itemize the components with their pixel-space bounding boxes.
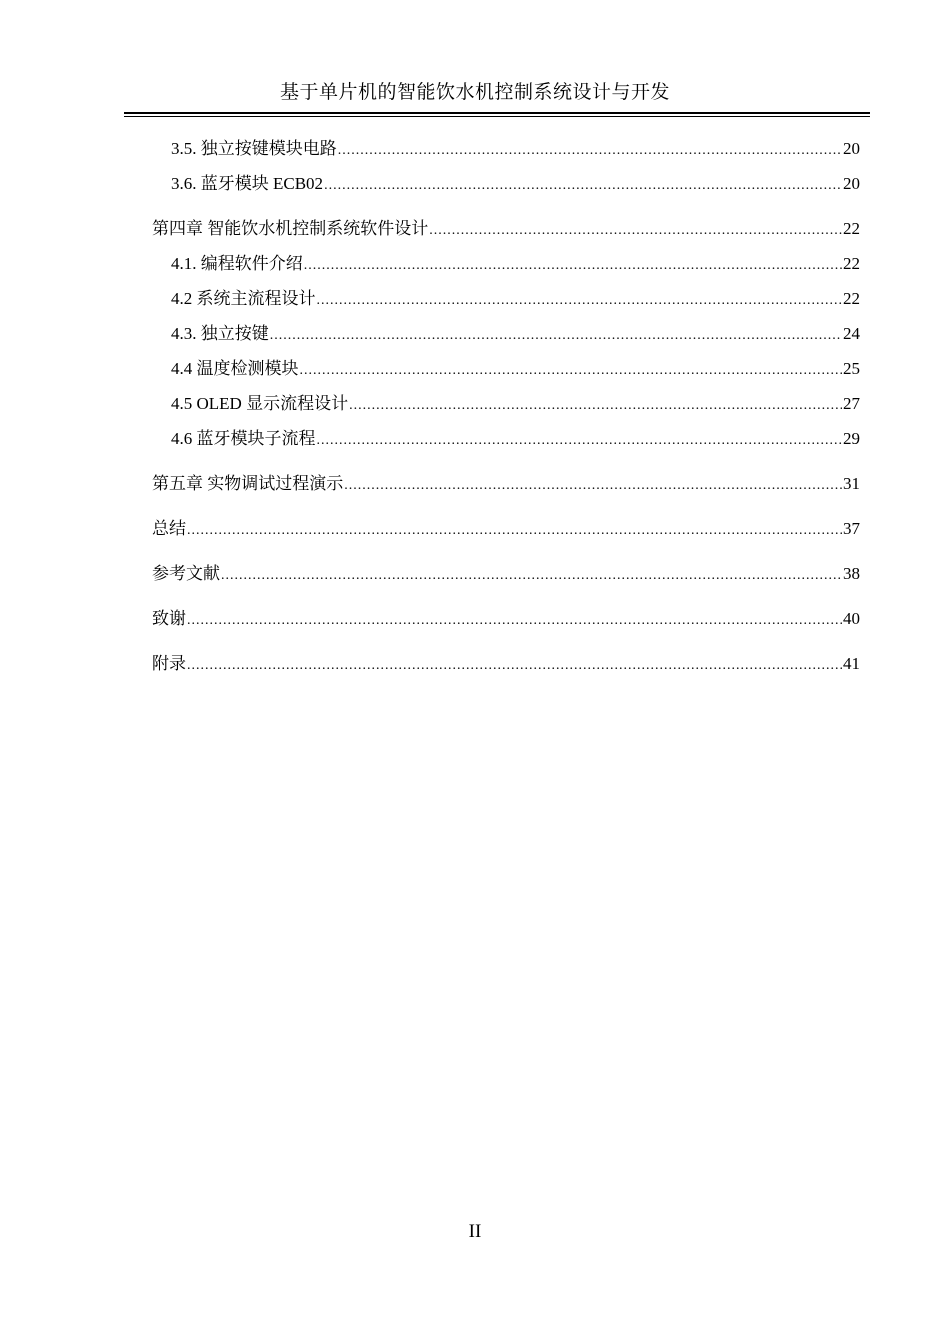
toc-entry-3-5[interactable] <box>152 138 860 173</box>
toc-entry-page: 20 <box>843 139 860 158</box>
toc-entry-title: 4.1. 编程软件介绍 <box>171 254 303 273</box>
toc-entry-page: 40 <box>843 609 860 628</box>
toc-entry-4-2[interactable] <box>152 288 860 323</box>
toc-entry-chapter-5[interactable] <box>152 473 860 508</box>
toc-dot-leader <box>349 395 842 417</box>
toc-dot-leader <box>300 360 843 382</box>
toc-entry-page: 24 <box>843 324 860 343</box>
toc-entry-page: 38 <box>843 564 860 583</box>
toc-dot-leader <box>344 475 842 497</box>
toc-entry-title: 总结 <box>152 519 186 538</box>
toc-entry-title: 4.5 OLED 显示流程设计 <box>171 394 349 413</box>
toc-entry-title: 附录 <box>152 654 186 673</box>
toc-entry-references[interactable] <box>152 563 860 598</box>
toc-entry-4-6[interactable] <box>152 428 860 463</box>
toc-entry-page: 20 <box>843 174 860 193</box>
toc-entry-page: 29 <box>843 429 860 448</box>
toc-dot-leader <box>304 255 842 277</box>
toc-dot-leader <box>317 430 843 452</box>
table-of-contents <box>152 138 860 688</box>
toc-entry-title: 4.2 系统主流程设计 <box>171 289 316 308</box>
page-number: II <box>468 1221 482 1242</box>
toc-entry-acknowledgements[interactable] <box>152 608 860 643</box>
toc-entry-title: 4.4 温度检测模块 <box>171 359 299 378</box>
toc-entry-page: 22 <box>843 254 860 273</box>
toc-entry-chapter-4[interactable] <box>152 218 860 253</box>
toc-entry-title: 致谢 <box>152 609 186 628</box>
toc-entry-4-4[interactable] <box>152 358 860 393</box>
toc-entry-page: 25 <box>843 359 860 378</box>
toc-entry-title: 3.5. 独立按键模块电路 <box>171 139 337 158</box>
toc-entry-title: 4.6 蓝牙模块子流程 <box>171 429 316 448</box>
toc-entry-page: 31 <box>843 474 860 493</box>
running-header: 基于单片机的智能饮水机控制系统设计与开发 <box>279 82 670 103</box>
toc-entry-title: 第四章 智能饮水机控制系统软件设计 <box>152 219 429 238</box>
toc-dot-leader <box>187 655 842 677</box>
toc-dot-leader <box>324 175 842 197</box>
toc-entry-4-3[interactable] <box>152 323 860 358</box>
toc-entry-appendix[interactable] <box>152 653 860 688</box>
toc-entry-page: 22 <box>843 289 860 308</box>
header-rule-thick <box>124 112 870 114</box>
toc-entry-title: 3.6. 蓝牙模块 ECB02 <box>171 174 324 193</box>
toc-entry-title: 4.3. 独立按键 <box>171 324 269 343</box>
toc-entry-page: 41 <box>843 654 860 673</box>
toc-entry-3-6[interactable] <box>152 173 860 208</box>
toc-entry-4-1[interactable] <box>152 253 860 288</box>
toc-entry-title: 参考文献 <box>152 564 220 583</box>
toc-dot-leader <box>270 325 842 347</box>
toc-entry-title: 第五章 实物调试过程演示 <box>152 474 344 493</box>
header-rule-thin <box>124 116 870 117</box>
toc-dot-leader <box>221 565 842 587</box>
toc-entry-summary[interactable] <box>152 518 860 553</box>
toc-dot-leader <box>317 290 843 312</box>
toc-dot-leader <box>187 520 842 542</box>
toc-dot-leader <box>338 140 842 162</box>
toc-entry-page: 27 <box>843 394 860 413</box>
toc-dot-leader <box>429 220 842 242</box>
toc-entry-4-5[interactable] <box>152 393 860 428</box>
toc-entry-page: 22 <box>843 219 860 238</box>
toc-dot-leader <box>187 610 842 632</box>
toc-entry-page: 37 <box>843 519 860 538</box>
